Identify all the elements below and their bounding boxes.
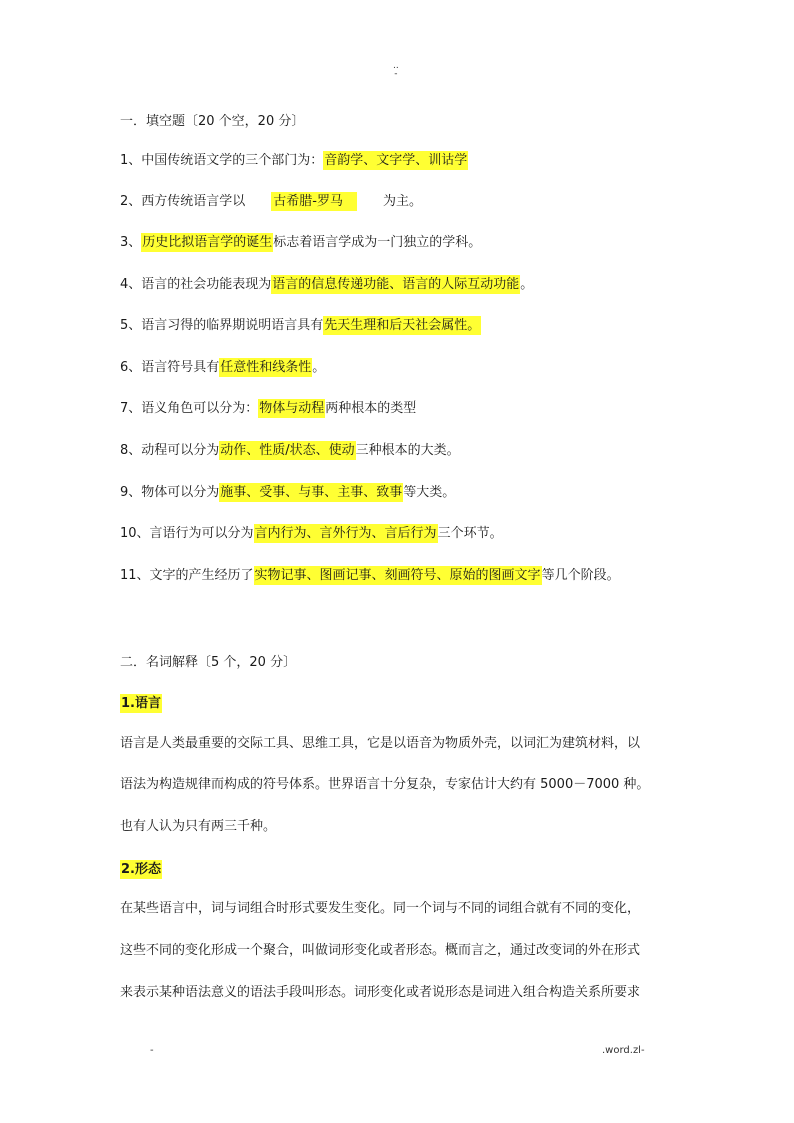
question-prefix: 6、语言符号具有 (120, 360, 220, 375)
question-suffix: 为主。 (382, 194, 422, 209)
answer-highlight: 古希腊-罗马 (271, 192, 357, 211)
term-definition-line: 在某些语言中，词与词组合时形式要发生变化。同一个词与不同的词组合就有不同的变化， (120, 901, 641, 916)
question-11 (120, 566, 620, 586)
question-prefix: 11、文字的产生经历了 (120, 568, 254, 583)
term-definition-line: 语言是人类最重要的交际工具、思维工具，它是以语音为物质外壳，以词汇为建筑材料，以 (120, 736, 641, 751)
question-3 (120, 233, 481, 253)
header-mark (393, 62, 399, 78)
section-1-title: 一．填空题〔20 个空，20 分〕 (120, 114, 305, 129)
section-2-title: 二．名词解释〔5 个，20 分〕 (120, 655, 297, 670)
question-2 (120, 192, 422, 212)
question-1 (120, 151, 468, 171)
term-heading (120, 858, 162, 877)
answer-highlight: 语言的信息传递功能、语言的人际互动功能 (272, 277, 520, 292)
question-suffix: 。 (312, 360, 326, 375)
question-suffix: 两种根本的类型 (325, 401, 417, 416)
question-prefix: 3、 (120, 235, 142, 250)
question-prefix: 1、中国传统语文学的三个部门为： (120, 153, 324, 168)
question-10 (120, 524, 503, 544)
answer-highlight: 物体与动程 (259, 401, 325, 416)
answer-highlight: 音韵学、文字学、训诂学 (324, 153, 468, 168)
question-suffix: 等几个阶段。 (541, 568, 620, 583)
term-definition-line: 来表示某种语法意义的语法手段叫形态。词形变化或者说形态是词进入组合构造关系所要求 (120, 985, 641, 1000)
question-5 (120, 316, 481, 336)
question-suffix: 三种根本的大类。 (355, 443, 460, 458)
question-8 (120, 441, 460, 461)
term-definition-line: 也有人认为只有两三千种。 (120, 819, 277, 834)
question-6 (120, 358, 325, 378)
question-prefix: 7、语义角色可以分为： (120, 401, 259, 416)
footer-right: .word.zl- (602, 1045, 645, 1056)
question-9 (120, 483, 455, 503)
answer-highlight: 实物记事、图画记事、刻画符号、原始的图画文字 (254, 568, 541, 583)
term-label: 1.语言 (121, 696, 161, 711)
question-suffix: 等大类。 (403, 485, 456, 500)
term-heading (120, 692, 162, 711)
question-suffix: 三个环节。 (437, 526, 503, 541)
question-prefix: 2、西方传统语言学以 (120, 194, 246, 209)
header-mark-bottom: - (394, 69, 398, 79)
answer-highlight: 任意性和线条性 (220, 360, 312, 375)
question-prefix: 10、言语行为可以分为 (120, 526, 254, 541)
term-definition-line: 语法为构造规律而构成的符号体系。世界语言十分复杂，专家估计大约有 5000－7000 种。 (120, 777, 650, 792)
question-suffix: 标志着语言学成为一门独立的学科。 (273, 235, 482, 250)
question-prefix: 4、语言的社会功能表现为 (120, 277, 272, 292)
answer-highlight: 言内行为、言外行为、言后行为 (254, 526, 437, 541)
question-4 (120, 275, 533, 295)
header-mark-top: .. (393, 61, 399, 71)
answer-highlight: 施事、受事、与事、主事、致事 (220, 485, 403, 500)
question-prefix: 8、动程可以分为 (120, 443, 220, 458)
answer-highlight: 先天生理和后天社会属性。 (324, 318, 481, 333)
answer-highlight: 历史比拟语言学的诞生 (142, 235, 273, 250)
question-7 (120, 399, 416, 419)
answer-highlight: 动作、性质/状态、使动 (220, 443, 355, 458)
question-prefix: 9、物体可以分为 (120, 485, 220, 500)
term-label: 2.形态 (121, 862, 161, 877)
question-prefix: 5、语言习得的临界期说明语言具有 (120, 318, 324, 333)
footer-left: - (150, 1045, 154, 1056)
question-suffix: 。 (520, 277, 534, 292)
term-definition-line: 这些不同的变化形成一个聚合，叫做词形变化或者形态。概而言之，通过改变词的外在形式 (120, 943, 641, 958)
